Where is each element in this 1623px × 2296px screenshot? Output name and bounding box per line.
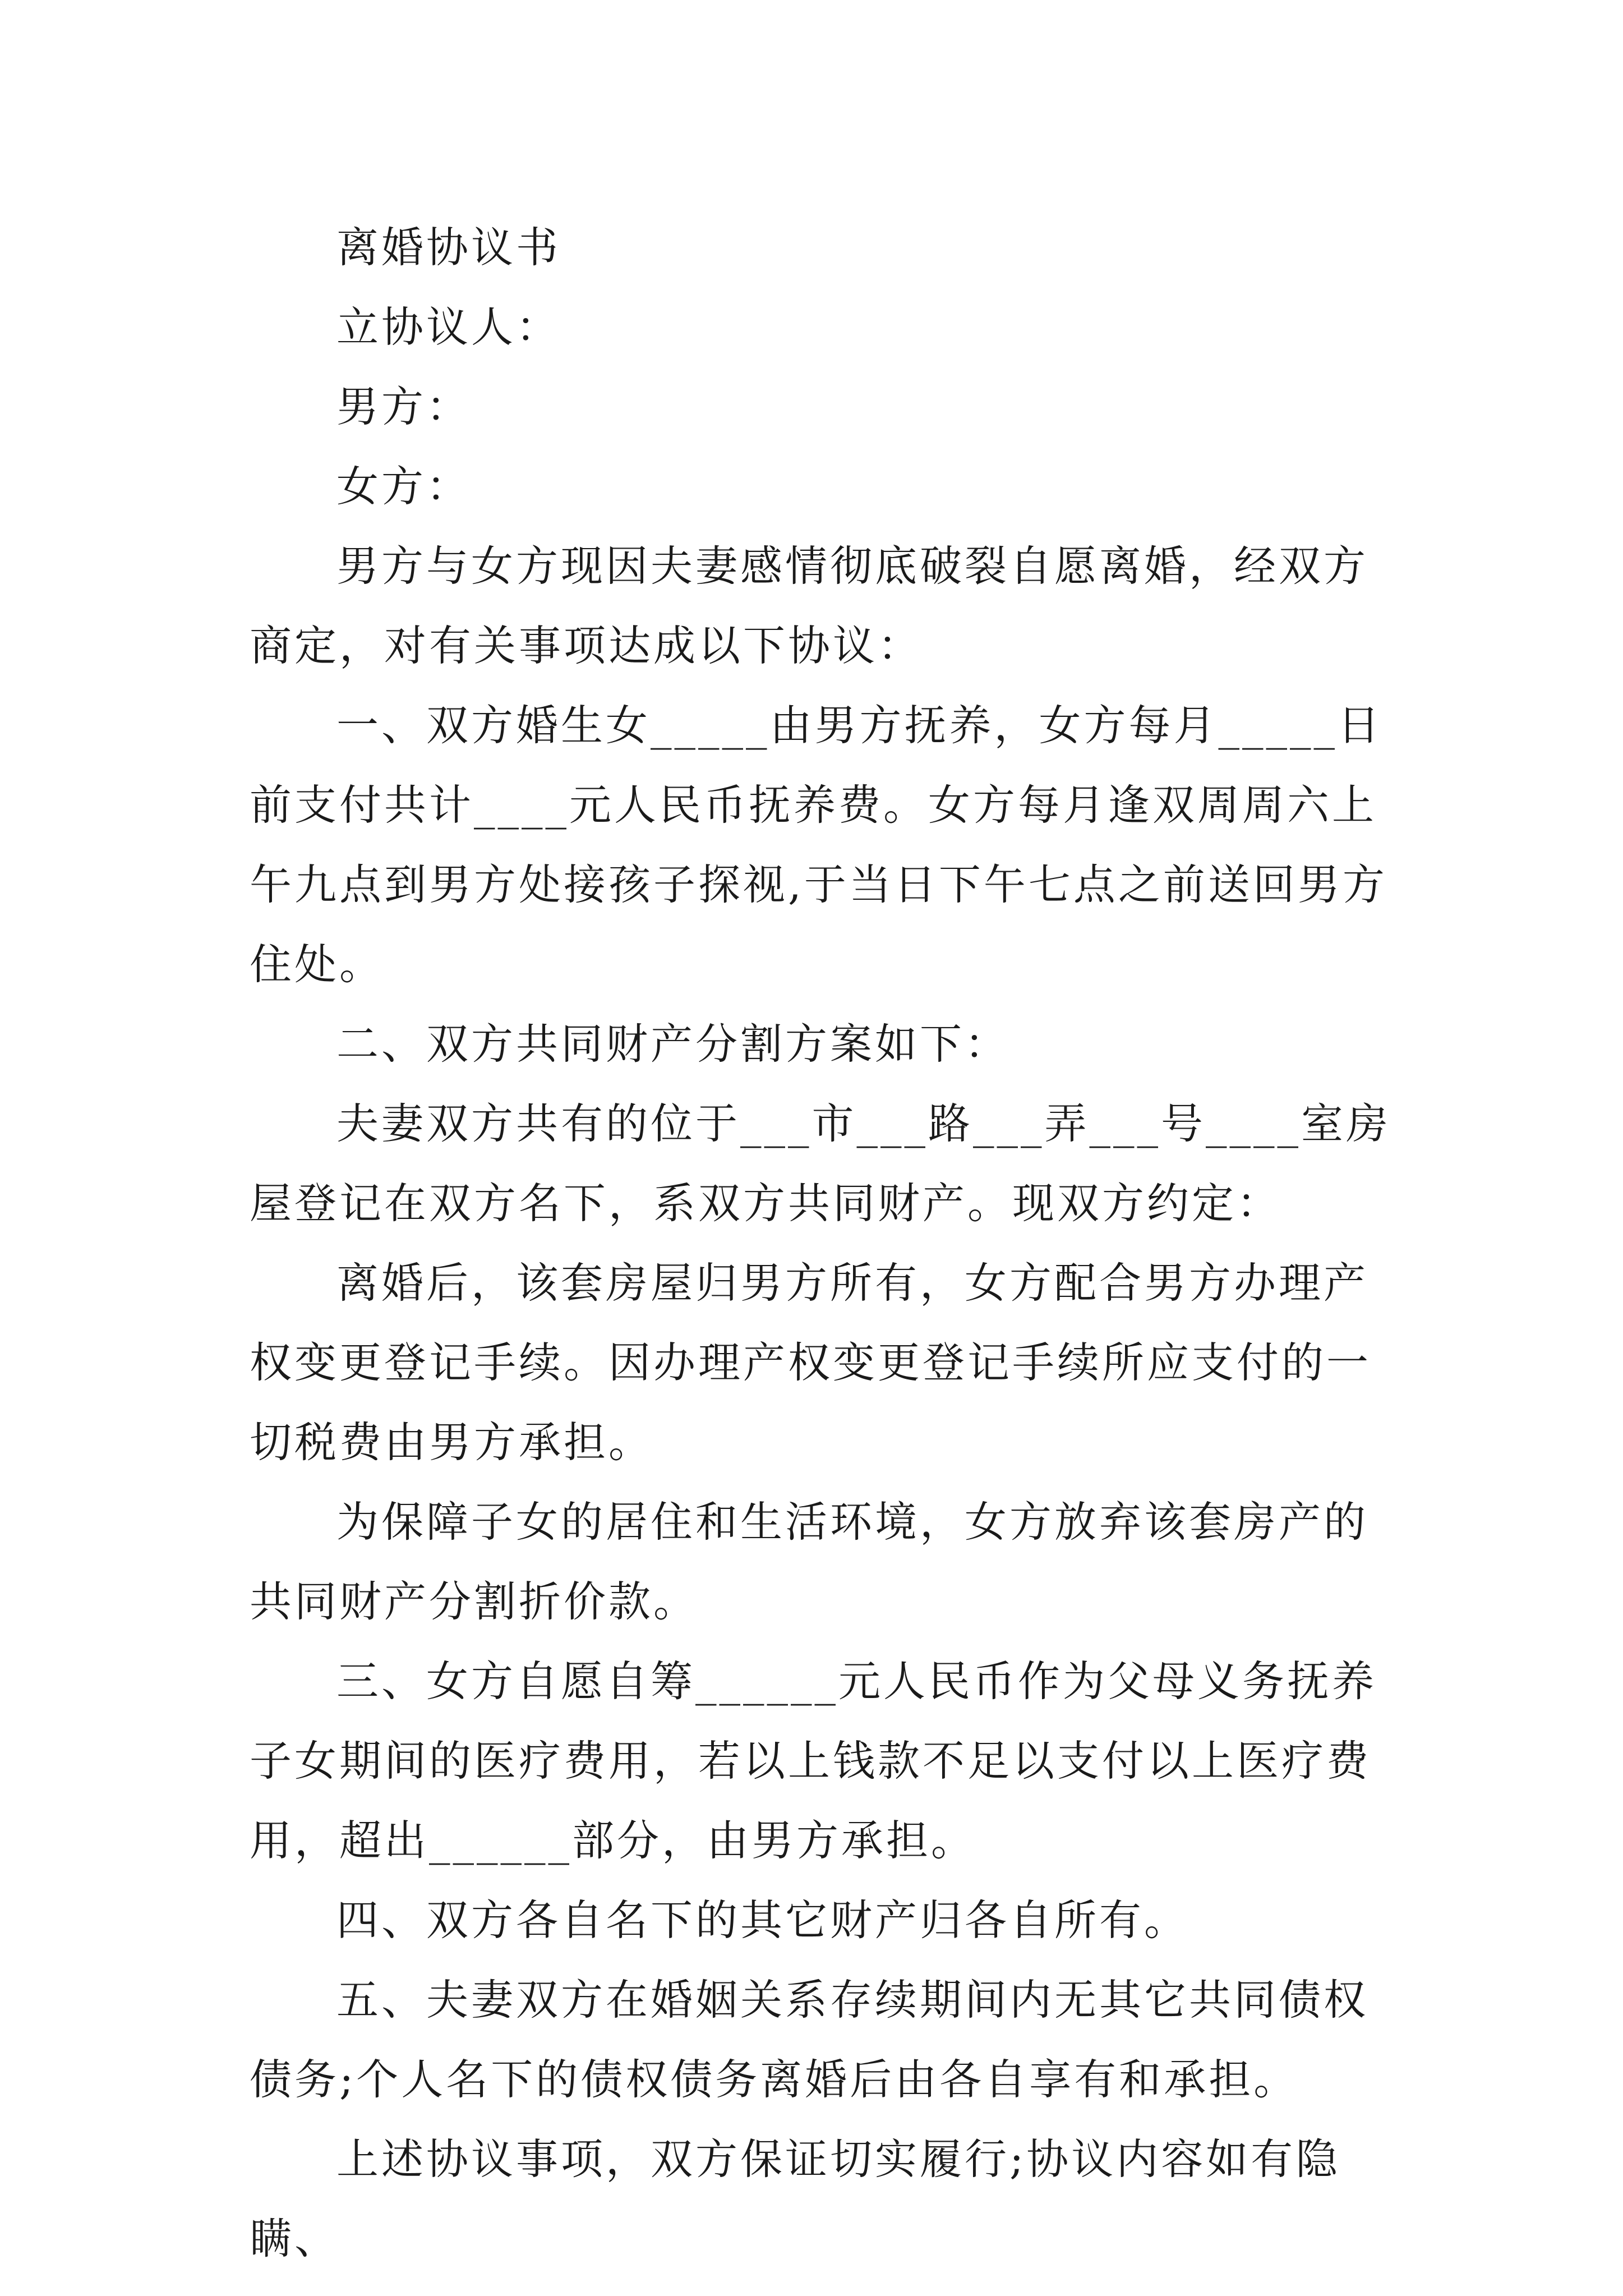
paragraph-female-party: 女方： — [336, 462, 472, 511]
paragraph-guarantee: 上述协议事项，双方保证切实履行;协议内容如有隐瞒、 — [250, 2134, 1341, 2263]
paragraph-property-ownership: 离婚后，该套房屋归男方所有，女方配合男方办理产权变更登记手续。因办理产权变更登记手续所应支付的一切税费由男方承担。 — [250, 1258, 1372, 1467]
paragraph-clause-3-medical: 三、女方自愿自筹______元人民币作为父母义务抚养子女期间的医疗费用，若以上钱款不足以支付以上医疗费用，超出______部分，由男方承担。 — [250, 1657, 1377, 1865]
paragraph-parties: 立协议人： — [336, 302, 561, 352]
paragraph-property-location: 夫妻双方共有的位于___市___路___弄___号____室房屋登记在双方名下，系双方共同财产。现双方约定： — [250, 1099, 1391, 1228]
paragraph-male-party: 男方： — [336, 382, 472, 431]
paragraph-clause-4-other-property: 四、双方各自名下的其它财产归各自所有。 — [336, 1895, 1189, 1945]
document-title: 离婚协议书 — [336, 223, 561, 272]
paragraph-property-waiver: 为保障子女的居住和生活环境，女方放弃该套房产的共同财产分割折价款。 — [250, 1497, 1369, 1626]
document-page — [250, 208, 1391, 2279]
paragraph-clause-5-debts: 五、夫妻双方在婚姻关系存续期间内无其它共同债权债务;个人名下的债权债务离婚后由各自享有和承担。 — [250, 1975, 1369, 2104]
paragraph-clause-2-heading: 二、双方共同财产分割方案如下： — [336, 1019, 1010, 1069]
paragraph-preamble: 男方与女方现因夫妻感情彻底破裂自愿离婚，经双方商定，对有关事项达成以下协议： — [250, 541, 1369, 670]
paragraph-clause-1-custody: 一、双方婚生女_____由男方抚养，女方每月_____日前支付共计____元人民币抚养费。女方每月逢双周周六上午九点到男方处接孩子探视,于当日下午七点之前送回男方住处。 — [250, 701, 1387, 989]
